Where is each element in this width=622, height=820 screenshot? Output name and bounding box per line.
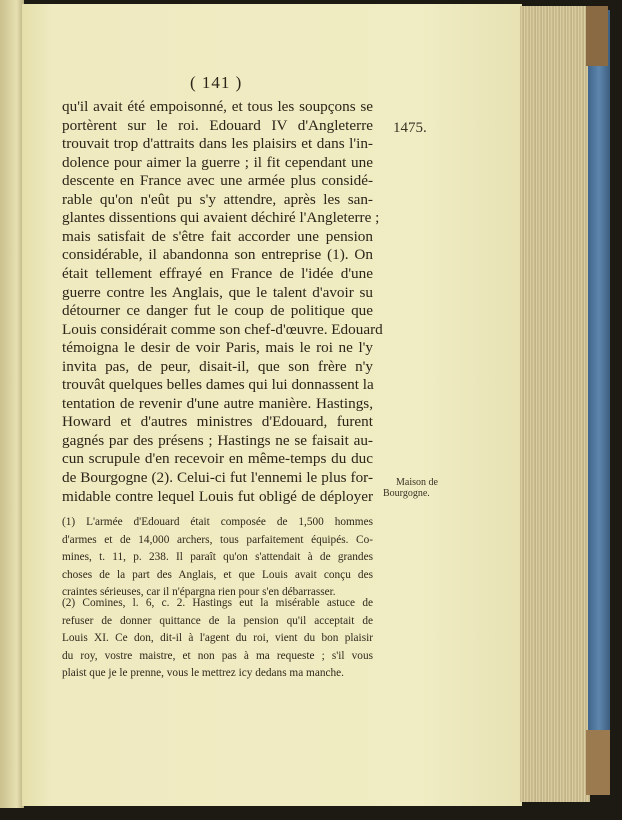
text-line: tentation de revenir d'une autre manière. Hastings,	[62, 394, 373, 412]
text-line: portèrent sur le roi. Edouard IV d'Angleterre	[62, 116, 373, 134]
left-page-edge	[0, 0, 24, 808]
text-line: détourner ce danger fut le coup de politique que	[62, 302, 373, 320]
text-line: trouvait trop d'attraits dans les plaisirs et dans l'in-	[62, 135, 373, 153]
page-edges	[520, 6, 590, 802]
text-line: Louis considérait comme son chef-d'œuvre. Edouard	[62, 320, 383, 338]
footnote-line: d'armes et de 14,000 archers, tous parfaitement équipés. Co-	[62, 533, 373, 546]
footnote-line: du roy, vostre maistre, et non pas à ma requeste ; s'il vous	[62, 649, 373, 662]
margin-topic-2: Bourgogne.	[383, 488, 430, 499]
book-cover	[588, 10, 610, 790]
text-line: invita pas, de peur, disait-il, que son frère n'y	[62, 357, 373, 375]
text-line: considérable, il abandonna son entreprise (1). On	[62, 246, 373, 264]
footnote-line: craintes sérieuses, car il n'épargna rien pour s'en débarrasser.	[62, 586, 336, 598]
text-line: midable contre lequel Louis fut obligé de déployer	[62, 487, 373, 505]
text-line: gagnés par des présens ; Hastings ne se faisait au-	[62, 431, 373, 449]
text-line: témoigna le desir de voir Paris, mais le roi ne l'y	[62, 339, 373, 357]
text-line: de Bourgogne (2). Celui-ci fut l'ennemi le plus for-	[62, 469, 373, 486]
footnote-line: plaist que je le prenne, vous le mettrez icy dedans ma manche.	[62, 667, 345, 679]
footnote-line: Louis XI. Ce don, dit-il à l'agent du roi, vient du bon plaisir	[62, 632, 373, 644]
footnote-line: (2) Comines, l. 6, c. 2. Hastings eut la misérable astuce de	[62, 597, 373, 609]
text-line: cun scrupule d'en recevoir en même-temps du duc	[62, 450, 373, 468]
text-line: qu'il avait été empoisonné, et tous les soupçons se	[62, 98, 373, 115]
footnote-line: choses de la part des Anglais, et que Louis avait conçu des	[62, 568, 373, 581]
text-line: descente en France avec une armée plus considé-	[62, 172, 373, 190]
text-line: glantes dissentions qui avaient déchiré l'Angleterre ;	[62, 209, 380, 227]
margin-year: 1475.	[393, 120, 427, 136]
footnote-line: refuser de donner quittance de la pension qu'il acceptait de	[62, 614, 373, 627]
text-line: dolence pour aimer la guerre ; il fit cependant une	[62, 153, 373, 171]
text-line: était tellement effrayé en France de l'idée d'une	[62, 264, 373, 282]
footnote-line: (1) L'armée d'Edouard était composée de 1,500 hommes	[62, 516, 373, 528]
text-line: guerre contre les Anglais, que le talent d'avoir su	[62, 283, 373, 301]
text-line: rable qu'on n'eût pu s'y attendre, après les san-	[62, 190, 373, 208]
footnote-line: mines, t. 11, p. 238. Il paraît qu'on s'attendait à de grandes	[62, 551, 373, 563]
cover-corner-bottom	[586, 730, 610, 795]
cover-corner-top	[586, 6, 608, 66]
text-line: Howard et d'autres ministres d'Edouard, furent	[62, 413, 373, 431]
page-number: ( 141 )	[190, 73, 243, 92]
text-line: mais satisfait de s'être fait accorder une pension	[62, 227, 373, 245]
text-line: trouvât quelques belles dames qui lui donnassent la	[62, 376, 374, 394]
margin-topic-1: Maison de	[396, 477, 438, 488]
